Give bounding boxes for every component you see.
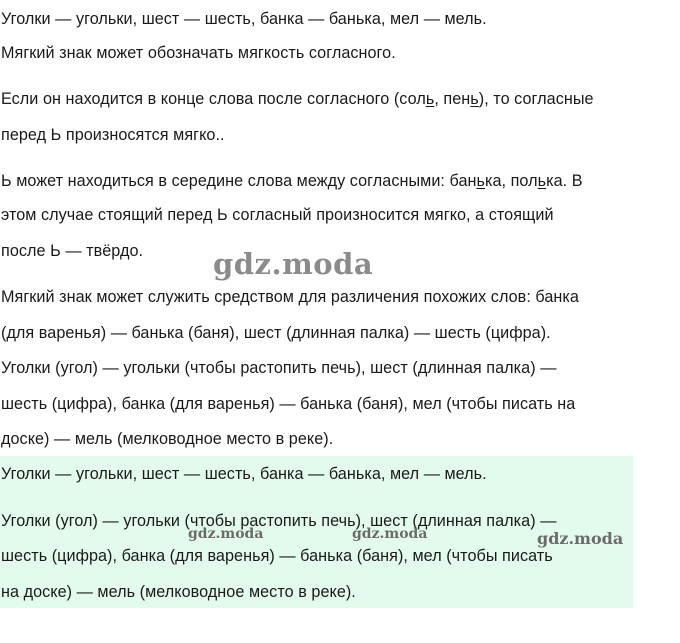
underlined-soft-sign: ь [476,172,485,190]
answer-line-1: Уголки — угольки, шест — шесть, банка — банька, мел — мель. [1,465,487,483]
text-fragment: ка. В [546,172,583,190]
watermark-logo: gdz.moda [213,247,374,281]
answer-line-3: шесть (цифра), банка (для варенья) — банька (баня), мел (чтобы писать [1,547,553,565]
text-fragment: Ь может находиться в середине слова между согласными: бан [1,172,477,190]
text-line-4: перед Ь произносятся мягко.. [1,126,225,144]
text-fragment: ), то согласные [478,90,594,108]
text-line-9: (для варенья) — банька (баня), шест (длинная палка) — шесть (цифра). [1,324,551,342]
text-line-12: доске) — мель (мелководное место в реке). [1,430,334,448]
text-line-8: Мягкий знак может служить средством для различения похожих слов: банка [1,288,579,306]
text-line-2: Мягкий знак может обозначать мягкость согласного. [1,44,396,62]
text-fragment: Если он находится в конце слова после согласного (сол [1,90,426,108]
underlined-soft-sign: ь [470,90,479,108]
underlined-soft-sign: ь [425,90,435,108]
watermark-small: gdz.moda [188,526,264,542]
text-line-3 [1,88,594,110]
text-line-1: Уголки — угольки, шест — шесть, банка — банька, мел — мель. [1,10,487,28]
text-fragment: ка, пол [484,172,538,190]
text-line-11: шесть (цифра), банка (для варенья) — банька (баня), мел (чтобы писать на [1,395,576,413]
answer-line-2: Уголки (угол) — угольки (чтобы растопить печь), шест (длинная палка) — [1,512,557,530]
watermark-small: gdz.moda [352,526,428,542]
text-line-10: Уголки (угол) — угольки (чтобы растопить печь), шест (длинная палка) — [1,359,557,377]
text-fragment: , пен [434,90,471,108]
watermark-small: gdz.moda [537,529,624,548]
answer-line-4: на доске) — мель (мелководное место в реке). [1,583,356,601]
text-line-5 [1,170,583,192]
text-line-7: после Ь — твёрдо. [1,242,144,260]
underlined-soft-sign: ь [537,172,547,190]
text-line-6: этом случае стоящий перед Ь согласный произносится мягко, а стоящий [1,206,554,224]
